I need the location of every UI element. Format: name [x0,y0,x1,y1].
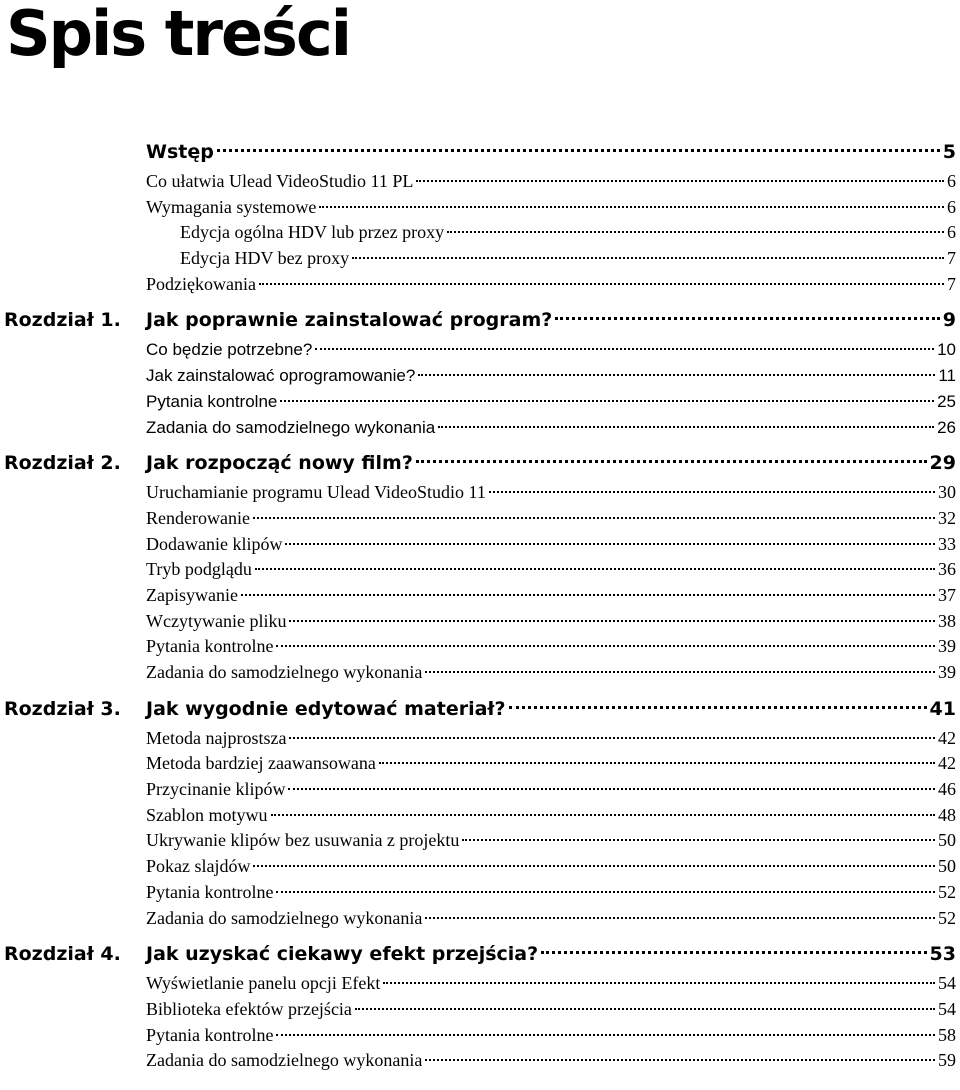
dot-leader [289,620,935,622]
entry-title: Co będzie potrzebne? [146,340,313,360]
entry-title: Edycja ogólna HDV lub przez proxy [180,222,445,243]
dot-leader [355,1008,935,1010]
page-number: 54 [938,998,956,1019]
dot-leader [509,706,927,709]
toc-entry-row[interactable] [0,480,960,506]
entry-title: Biblioteka efektów przejścia [146,998,352,1019]
entry-title: Metoda najprostsza [146,727,287,748]
page-number: 36 [938,559,956,580]
page-number: 9 [942,309,956,332]
toc-entry-row[interactable] [0,1023,960,1049]
toc-entry-row[interactable] [0,246,960,272]
toc-entry[interactable] [146,751,956,777]
page-number: 46 [938,779,956,800]
dot-leader [425,671,935,673]
chapter-number: Rozdział 3. [4,697,121,720]
toc-entry-row[interactable] [0,389,960,415]
dot-leader [288,788,935,790]
page-number: 37 [938,584,956,605]
dot-leader [255,568,935,570]
entry-title: Pytania kontrolne [146,1024,274,1045]
dot-leader [489,491,935,493]
chapter-title: Jak rozpocząć nowy film? [146,452,413,475]
dot-leader [315,348,934,350]
toc-entry-row[interactable] [0,169,960,195]
page-number: 6 [947,171,956,191]
page-number: 39 [938,636,956,657]
toc-entry-row[interactable] [0,363,960,389]
entry-title: Ukrywanie klipów bez usuwania z projektu [146,830,460,851]
toc-entry-row[interactable] [0,557,960,583]
dot-leader [276,1034,935,1036]
toc-entry-row[interactable] [0,660,960,686]
page-title: Spis treści [6,0,350,70]
chapter-number: Rozdział 4. [4,943,121,966]
entry-title: Zadania do samodzielnego wykonania [146,662,423,682]
dot-leader [253,517,935,519]
entry-title: Wczytywanie pliku [146,610,287,631]
toc-chapter-row[interactable] [0,446,960,480]
toc-entry[interactable] [146,363,956,389]
chapter-number: Rozdział 2. [4,452,121,475]
toc-entry-row[interactable] [0,777,960,803]
entry-title: Pytania kontrolne [146,636,274,657]
entry-title: Dodawanie klipów [146,533,283,554]
page-number: 32 [938,507,956,528]
chapter-entry[interactable] [146,692,956,726]
dot-leader [383,982,935,984]
dot-leader [280,400,934,402]
toc-entry[interactable] [146,803,956,829]
page-number: 42 [938,727,956,748]
toc-entry-row[interactable] [0,583,960,609]
toc-entry[interactable] [146,583,956,609]
dot-leader [462,839,935,841]
page-number: 29 [929,452,956,475]
dot-leader [418,374,935,376]
toc-entry-row[interactable] [0,828,960,854]
entry-title: Edycja HDV bez proxy [180,248,350,269]
dot-leader [253,865,935,867]
chapter-number: Rozdział 1. [4,309,121,332]
page-number: 58 [938,1024,956,1045]
dot-leader [416,180,944,182]
page-number: 39 [938,662,956,682]
toc-entry[interactable] [146,1048,956,1074]
toc-entry-row[interactable] [0,506,960,532]
page-number: 33 [938,533,956,554]
toc-entry[interactable] [180,246,956,272]
toc-entry[interactable] [146,906,956,932]
page-number: 30 [938,482,956,503]
toc-entry[interactable] [146,777,956,803]
dot-leader [271,814,936,816]
page-number: 52 [938,881,956,902]
dot-leader [352,257,944,259]
entry-title: Zadania do samodzielnego wykonania [146,907,423,928]
toc-entry[interactable] [146,389,956,415]
toc-entry[interactable] [146,169,956,195]
toc-entry[interactable] [146,726,956,752]
toc-entry[interactable] [146,532,956,558]
dot-leader [276,645,935,647]
table-of-contents [0,135,960,1074]
toc-entry[interactable] [146,880,956,906]
page-number: 6 [947,222,956,243]
chapter-entry[interactable] [146,303,956,337]
toc-entry[interactable] [146,971,956,997]
page-number: 7 [947,248,956,269]
dot-leader [416,460,927,463]
toc-entry[interactable] [146,557,956,583]
dot-leader [289,737,935,739]
entry-title: Zadania do samodzielnego wykonania [146,1050,423,1071]
dot-leader [319,206,944,208]
toc-chapter-row[interactable] [0,937,960,971]
page-number: 25 [937,391,956,411]
toc-entry[interactable] [146,415,956,441]
toc-entry-row[interactable] [0,272,960,298]
toc-entry-row[interactable] [0,415,960,441]
toc-chapter-row[interactable] [0,135,960,169]
toc-entry-row[interactable] [0,195,960,221]
toc-entry[interactable] [146,854,956,880]
toc-entry[interactable] [146,660,956,686]
toc-entry-row[interactable] [0,880,960,906]
page-number: 7 [947,273,956,294]
page-number: 42 [938,753,956,774]
dot-leader [285,543,935,545]
toc-entry-row[interactable] [0,532,960,558]
page-number: 59 [938,1050,956,1071]
toc-entry-row[interactable] [0,854,960,880]
toc-entry[interactable] [146,634,956,660]
entry-title: Zadania do samodzielnego wykonania [146,417,436,437]
chapter-entry[interactable] [146,446,956,480]
entry-title: Co ułatwia Ulead VideoStudio 11 PL [146,171,414,191]
toc-entry[interactable] [146,828,956,854]
entry-title: Pytania kontrolne [146,881,274,902]
page-number: 53 [929,943,956,966]
dot-leader [541,951,926,954]
toc-entry[interactable] [146,1023,956,1049]
toc-entry[interactable] [146,506,956,532]
page-number: 5 [942,141,956,163]
dot-leader [438,426,934,428]
entry-title: Zapisywanie [146,584,238,605]
entry-title: Jak zainstalować oprogramowanie? [146,366,416,386]
chapter-title: Jak wygodnie edytować materiał? [146,697,506,720]
page-number: 50 [938,830,956,851]
toc-entry-row[interactable] [0,971,960,997]
dot-leader [217,149,940,152]
entry-title: Uruchamianie programu Ulead VideoStudio 11 [146,482,486,503]
toc-entry-row[interactable] [0,609,960,635]
toc-entry-row[interactable] [0,634,960,660]
toc-entry[interactable] [180,220,956,246]
page-number: 54 [938,973,956,994]
page-number: 10 [937,340,956,360]
toc-entry[interactable] [146,480,956,506]
dot-leader [555,317,940,320]
toc-entry-row[interactable] [0,906,960,932]
page-number: 26 [937,417,956,437]
chapter-title: Jak uzyskać ciekawy efekt przejścia? [146,943,539,966]
toc-entry-row[interactable] [0,337,960,363]
toc-entry-row[interactable] [0,997,960,1023]
toc-chapter-row[interactable] [0,303,960,337]
chapter-entry[interactable] [146,937,956,971]
toc-entry[interactable] [146,272,956,298]
dot-leader [276,891,935,893]
page-number: 11 [938,366,956,386]
toc-entry-row[interactable] [0,803,960,829]
entry-title: Renderowanie [146,507,250,528]
entry-title: Tryb podglądu [146,559,252,580]
toc-entry-row[interactable] [0,220,960,246]
page-number: 41 [929,697,956,720]
page-number: 52 [938,907,956,928]
toc-chapter-row[interactable] [0,692,960,726]
chapter-entry[interactable] [146,135,956,169]
toc-entry-row[interactable] [0,1048,960,1074]
dot-leader [425,1059,935,1061]
toc-entry[interactable] [146,337,956,363]
entry-title: Pytania kontrolne [146,391,278,411]
toc-entry-row[interactable] [0,751,960,777]
entry-title: Przycinanie klipów [146,779,286,800]
entry-title: Szablon motywu [146,804,268,825]
toc-entry[interactable] [146,195,956,221]
entry-title: Wyświetlanie panelu opcji Efekt [146,973,381,994]
toc-entry[interactable] [146,609,956,635]
page-number: 38 [938,610,956,631]
entry-title: Pokaz slajdów [146,856,251,877]
toc-entry-row[interactable] [0,726,960,752]
dot-leader [447,231,944,233]
page-number: 50 [938,856,956,877]
dot-leader [379,762,935,764]
page-number: 48 [938,804,956,825]
toc-entry[interactable] [146,997,956,1023]
entry-title: Podziękowania [146,273,256,294]
dot-leader [259,283,944,285]
chapter-title: Wstęp [146,141,214,163]
dot-leader [241,594,935,596]
entry-title: Metoda bardziej zaawansowana [146,753,376,774]
page-number: 6 [947,196,956,217]
dot-leader [425,917,935,919]
chapter-title: Jak poprawnie zainstalować program? [146,309,553,332]
entry-title: Wymagania systemowe [146,196,317,217]
